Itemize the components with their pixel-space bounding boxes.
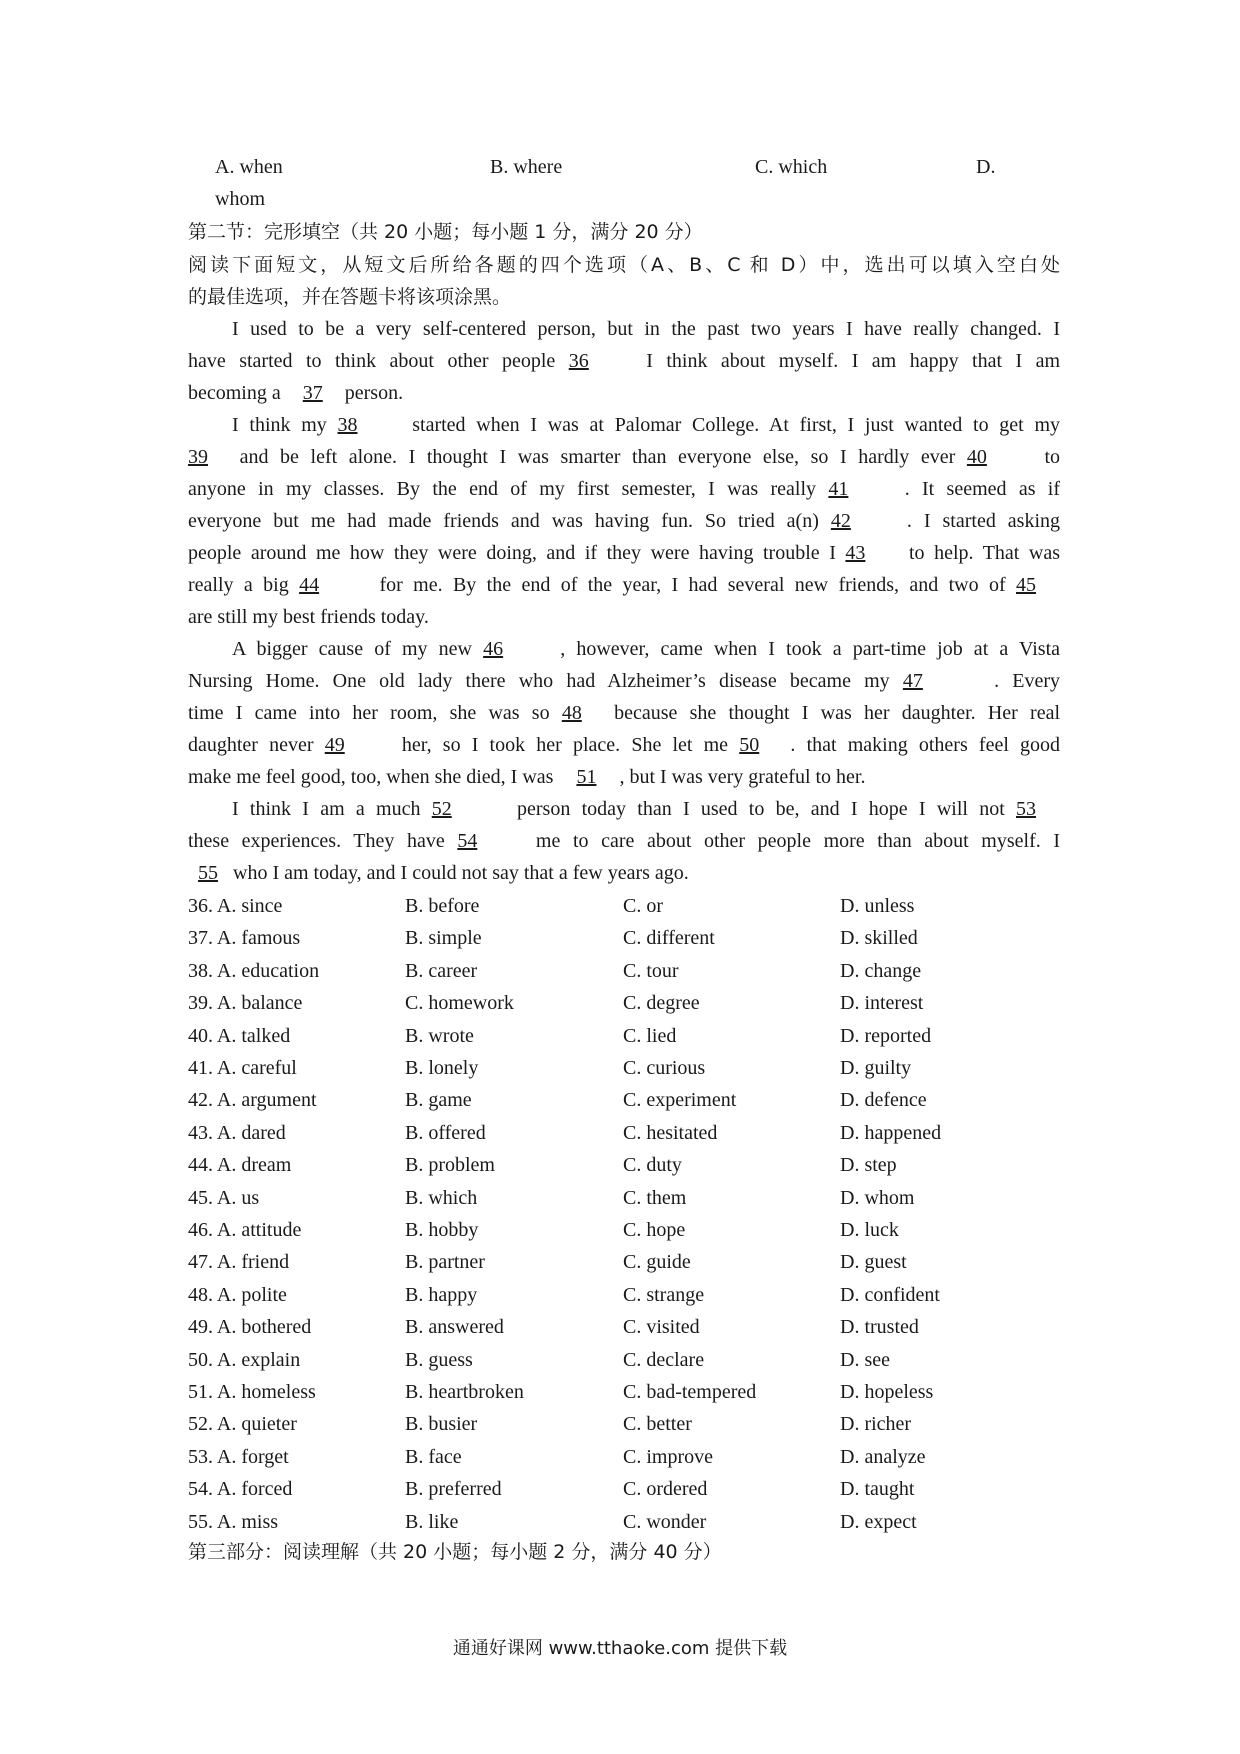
option-c: C. strange	[623, 1283, 705, 1306]
option-b: B. like	[405, 1510, 459, 1533]
passage-text: to help. That was	[908, 542, 1061, 564]
passage-text: . Every	[994, 670, 1060, 692]
option-a: 46. A. attitude	[188, 1219, 302, 1241]
option-c: C. ordered	[623, 1478, 708, 1501]
option-b: B. happy	[405, 1283, 478, 1306]
passage-p4-line1	[188, 794, 1060, 824]
option-d-word: whom	[215, 188, 265, 210]
blank-48: 48	[561, 702, 582, 724]
option-d: D. whom	[840, 1186, 915, 1209]
passage-p1-line3	[188, 378, 1060, 408]
option-b: B. where	[490, 156, 563, 178]
option-d: D. reported	[840, 1024, 932, 1047]
passage-text: time I came into her room, she was so	[188, 702, 550, 724]
option-d: D. confident	[840, 1283, 940, 1306]
option-d: D. richer	[840, 1413, 912, 1436]
section3-heading: 第三部分：阅读理解（共 20 小题；每小题 2 分，满分 40 分）	[188, 1541, 722, 1563]
option-d: D. happened	[840, 1121, 942, 1144]
page-footer: 通通好课网 www.tthaoke.com 提供下载	[452, 1638, 788, 1659]
passage-text: have started to think about other people	[188, 350, 556, 372]
option-c: C. degree	[623, 992, 700, 1015]
option-d: D. skilled	[840, 927, 918, 950]
blank-50: 50	[739, 734, 760, 756]
passage-p1-line2	[188, 346, 1060, 376]
passage-text: these experiences. They have	[188, 830, 445, 852]
option-c: C. visited	[623, 1316, 700, 1339]
passage-text: becoming a	[188, 382, 281, 404]
section2-heading: 第二节：完形填空（共 20 小题；每小题 1 分，满分 20 分）	[188, 221, 703, 243]
option-d: D. guest	[840, 1251, 907, 1274]
option-d: D. analyze	[840, 1445, 926, 1468]
passage-p3-line5	[188, 762, 1060, 792]
passage-text: for me. By the end of the year, I had several new friends, and two of	[379, 574, 1006, 596]
blank-46: 46	[483, 638, 504, 660]
passage-text: . It seemed as if	[904, 478, 1061, 500]
option-d: D. guilty	[840, 1057, 912, 1079]
option-b: B. which	[405, 1186, 478, 1209]
option-b: B. guess	[405, 1348, 473, 1371]
passage-text: me to care about other people more than about myself. I	[535, 830, 1060, 852]
option-a: 39. A. balance	[188, 992, 303, 1015]
passage-text: and be left alone. I thought I was smarter than everyone else, so I hardly ever	[239, 446, 956, 468]
option-c: C. duty	[623, 1154, 682, 1177]
passage-text: anyone in my classes. By the end of my first semester, I was really	[188, 478, 817, 500]
option-d: D. defence	[840, 1089, 927, 1112]
blank-53: 53	[1016, 798, 1037, 820]
option-b: B. hobby	[405, 1219, 479, 1241]
passage-text: because she thought I was her daughter. Her real	[614, 702, 1061, 724]
passage-p4-line3	[188, 858, 1060, 888]
passage-p2-line4	[188, 506, 1060, 536]
option-a: 38. A. education	[188, 959, 320, 982]
blank-45: 45	[1016, 574, 1037, 596]
blank-38: 38	[337, 414, 358, 436]
option-a: 51. A. homeless	[188, 1381, 316, 1403]
option-b: B. offered	[405, 1121, 486, 1144]
passage-text: who I am today, and I could not say that a few years ago.	[233, 862, 689, 884]
blank-42: 42	[830, 510, 851, 532]
option-d: D. trusted	[840, 1316, 919, 1339]
passage-p2-line1	[188, 410, 1060, 440]
option-d: D. see	[840, 1348, 890, 1371]
option-c: C. wonder	[623, 1510, 707, 1533]
option-d: D. interest	[840, 992, 924, 1015]
option-a: 52. A. quieter	[188, 1413, 297, 1436]
option-a: 48. A. polite	[188, 1283, 287, 1306]
passage-p2-line7: are still my best friends today.	[188, 606, 429, 628]
option-c: C. better	[623, 1413, 692, 1436]
passage-text: started when I was at Palomar College. At first, I just wanted to get my	[412, 414, 1061, 436]
option-c: C. hesitated	[623, 1121, 718, 1144]
option-a: 47. A. friend	[188, 1251, 290, 1274]
option-b: B. game	[405, 1089, 472, 1112]
blank-55: 55	[198, 862, 218, 884]
passage-text: to	[1044, 446, 1061, 468]
passage-p2-line6	[188, 570, 1060, 600]
blank-40: 40	[966, 446, 987, 468]
option-c: C. which	[755, 156, 828, 178]
option-b: B. face	[405, 1445, 462, 1468]
passage-text: I think I am a much	[232, 798, 421, 820]
option-b: B. preferred	[405, 1478, 502, 1501]
passage-text: people around me how they were doing, and if they were having trouble I	[188, 542, 836, 564]
passage-text: her, so I took her place. She let me	[401, 734, 729, 756]
blank-41: 41	[828, 478, 849, 500]
passage-text: A bigger cause of my new	[232, 638, 472, 660]
blank-52: 52	[431, 798, 452, 820]
blank-49: 49	[324, 734, 345, 756]
blank-44: 44	[299, 574, 320, 596]
section2-instruction-line1: 阅读下面短文，从短文后所给各题的四个选项（A、B、C 和 D）中，选出可以填入空白处	[188, 254, 1060, 276]
option-a: 40. A. talked	[188, 1024, 291, 1047]
option-c: C. declare	[623, 1348, 705, 1371]
option-c: C. lied	[623, 1024, 677, 1047]
passage-text: everyone but me had made friends and was having fun. So tried a(n)	[188, 510, 819, 532]
option-b: B. problem	[405, 1154, 495, 1177]
option-c: C. experiment	[623, 1089, 737, 1112]
option-b: B. heartbroken	[405, 1381, 524, 1403]
option-b: B. lonely	[405, 1057, 479, 1079]
passage-p3-line2	[188, 666, 1060, 696]
option-a: 37. A. famous	[188, 927, 301, 950]
option-a: A. when	[215, 156, 283, 178]
passage-text: person today than I used to be, and I hope I will not	[517, 798, 1005, 820]
option-c: C. hope	[623, 1219, 686, 1241]
option-d: D. taught	[840, 1478, 915, 1501]
passage-text: , however, came when I took a part-time job at a Vista	[560, 638, 1061, 660]
option-c: C. or	[623, 895, 663, 917]
option-a: 41. A. careful	[188, 1057, 297, 1079]
option-d: D.	[976, 156, 996, 178]
passage-text: . I started asking	[906, 510, 1061, 532]
option-c: C. improve	[623, 1445, 713, 1468]
blank-39: 39	[188, 446, 208, 468]
option-b: C. homework	[405, 992, 514, 1015]
option-b: B. busier	[405, 1413, 478, 1436]
passage-p3-line1	[188, 634, 1060, 664]
option-d: D. step	[840, 1154, 897, 1177]
option-c: C. bad-tempered	[623, 1381, 757, 1403]
option-a: 55. A. miss	[188, 1510, 279, 1533]
option-a: 50. A. explain	[188, 1348, 301, 1371]
blank-54: 54	[457, 830, 478, 852]
option-a: 36. A. since	[188, 895, 283, 917]
option-c: C. tour	[623, 959, 679, 982]
option-a: 49. A. bothered	[188, 1316, 312, 1339]
option-c: C. curious	[623, 1057, 706, 1079]
option-b: B. before	[405, 895, 480, 917]
passage-text: Nursing Home. One old lady there who had Alzheimer’s disease became my	[188, 670, 890, 692]
passage-text: I think about myself. I am happy that I am	[646, 350, 1061, 372]
option-b: B. simple	[405, 927, 482, 950]
passage-text: daughter never	[188, 734, 314, 756]
option-a: 54. A. forced	[188, 1478, 293, 1501]
passage-text: , but I was very grateful to her.	[619, 766, 866, 788]
passage-text: make me feel good, too, when she died, I was	[188, 766, 554, 788]
passage-p1-line1: I used to be a very self-centered person, but in the past two years I have really changed. I	[232, 318, 1060, 340]
option-a: 44. A. dream	[188, 1154, 292, 1177]
passage-p3-line4	[188, 730, 1060, 760]
passage-p2-line3	[188, 474, 1060, 504]
option-a: 43. A. dared	[188, 1121, 286, 1144]
option-c: C. different	[623, 927, 715, 950]
blank-47: 47	[902, 670, 923, 692]
option-d: D. change	[840, 959, 922, 982]
passage-p4-line2	[188, 826, 1060, 856]
passage-text: person.	[344, 382, 404, 404]
section2-instruction-line2: 的最佳选项，并在答题卡将该项涂黑。	[188, 286, 512, 308]
option-b: B. wrote	[405, 1024, 474, 1047]
blank-51: 51	[576, 766, 597, 788]
option-d: D. expect	[840, 1510, 917, 1533]
option-a: 42. A. argument	[188, 1089, 317, 1112]
option-d: D. hopeless	[840, 1381, 934, 1403]
option-c: C. them	[623, 1186, 687, 1209]
option-b: B. partner	[405, 1251, 485, 1274]
blank-43: 43	[845, 542, 866, 564]
option-c: C. guide	[623, 1251, 691, 1274]
passage-p2-line2	[188, 442, 1060, 472]
blank-37: 37	[302, 382, 323, 404]
passage-p2-line5	[188, 538, 1060, 568]
passage-p3-line3	[188, 698, 1060, 728]
passage-text: really a big	[188, 574, 289, 596]
option-a: 53. A. forget	[188, 1445, 289, 1468]
passage-text: . that making others feel good	[790, 734, 1061, 756]
option-b: B. career	[405, 959, 478, 982]
option-b: B. answered	[405, 1316, 504, 1339]
option-a: 45. A. us	[188, 1186, 260, 1209]
passage-text: I think my	[232, 414, 327, 436]
option-d: D. unless	[840, 895, 915, 917]
option-d: D. luck	[840, 1219, 899, 1241]
blank-36: 36	[568, 350, 589, 372]
